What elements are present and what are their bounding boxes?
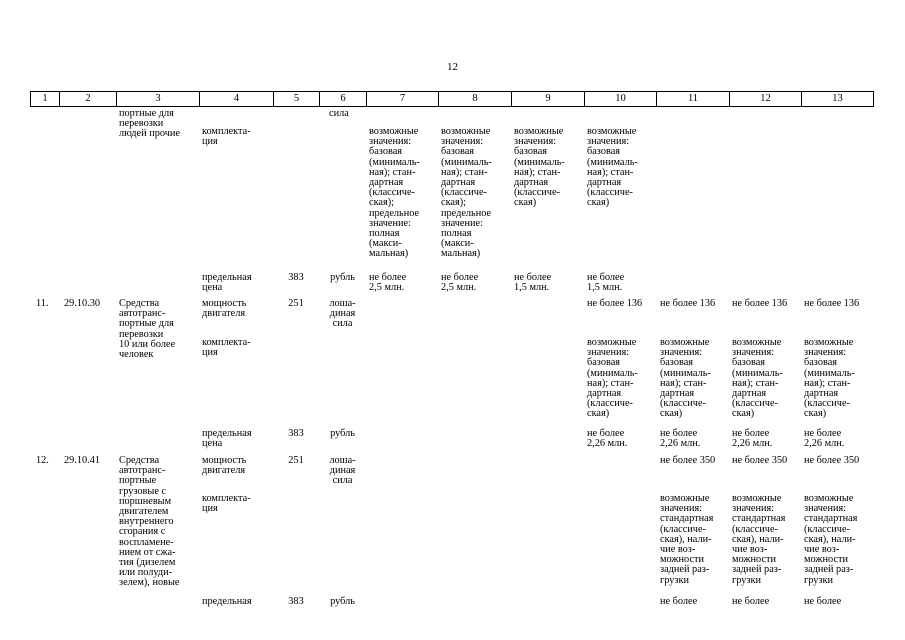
cont-config-label: комплекта- ция: [202, 126, 251, 148]
row11-config-col13: возможные значения: базовая (минималь- ная); стан- дартная (классиче- ская): [804, 337, 855, 420]
cont-name: портные для перевозки людей прочие: [119, 108, 181, 140]
header-col-3: 3: [116, 91, 199, 107]
row11-power-col13: не более 136: [804, 298, 860, 309]
row11-power-code: 251: [288, 298, 304, 309]
row12-config-col13: возможные значения: стандартная (классиче- ская), нали- чие воз- можности задней раз- грузки: [804, 493, 858, 586]
cont-price-col10: не более 1,5 млн.: [587, 272, 625, 294]
row12-price-code: 383: [288, 596, 304, 607]
row12-config-label: комплекта- ция: [202, 493, 251, 515]
header-col-6: 6: [319, 91, 366, 107]
row12-power-code: 251: [288, 455, 304, 466]
row11-config-col10: возможные значения: базовая (минималь- ная); стан- дартная (классиче- ская): [587, 337, 638, 420]
row11-power-col10: не более 136: [587, 298, 643, 309]
row12-config-col11: возможные значения: стандартная (классиче- ская), нали- чие воз- можности задней раз- грузки: [660, 493, 714, 586]
header-col-7: 7: [366, 91, 438, 107]
row12-config-col12: возможные значения: стандартная (классиче- ская), нали- чие воз- можности задней раз- грузки: [732, 493, 786, 586]
row11-code: 29.10.30: [64, 298, 101, 309]
row11-price-col11: не более 2,26 млн.: [660, 428, 701, 450]
row12-price-label: предельная: [202, 596, 252, 607]
cont-price-unit: рубль: [330, 272, 355, 283]
header-col-12: 12: [729, 91, 801, 107]
cont-config-col9: возможные значения: базовая (минималь- ная); стан- дартная (классиче- ская): [514, 126, 565, 209]
header-col-1: 1: [30, 91, 59, 107]
row11-power-col11: не более 136: [660, 298, 716, 309]
header-col-13: 13: [801, 91, 874, 107]
row12-price-col12: не более: [732, 596, 770, 607]
row12-power-unit: лоша- диная сила: [329, 455, 356, 487]
cont-price-col8: не более 2,5 млн.: [441, 272, 479, 294]
row11-config-col11: возможные значения: базовая (минималь- ная); стан- дартная (классиче- ская): [660, 337, 711, 420]
row11-price-col10: не более 2,26 млн.: [587, 428, 628, 450]
row11-config-label: комплекта- ция: [202, 337, 251, 359]
cont-unit-tail: сила: [329, 108, 349, 119]
row11-price-unit: рубль: [330, 428, 355, 439]
header-col-8: 8: [438, 91, 511, 107]
header-col-5: 5: [273, 91, 319, 107]
row12-power-col13: не более 350: [804, 455, 860, 466]
row11-power-unit: лоша- диная сила: [329, 298, 356, 330]
row11-price-label: предельная цена: [202, 428, 252, 450]
row12-price-unit: рубль: [330, 596, 355, 607]
row11-config-col12: возможные значения: базовая (минималь- ная); стан- дартная (классиче- ская): [732, 337, 783, 420]
row12-name: Средства автотранс- портные грузовые с поршневым двигателем внутреннего сгорания с воспламене- нием от сжа- тия (дизелем или полуди- зелем), новые: [119, 455, 180, 589]
header-col-2: 2: [59, 91, 116, 107]
row12-power-label: мощность двигателя: [202, 455, 247, 477]
row11-name: Средства автотранс- портные для перевозки 10 или более человек: [119, 298, 176, 361]
row12-code: 29.10.41: [64, 455, 101, 466]
header-col-11: 11: [656, 91, 729, 107]
cont-price-label: предельная цена: [202, 272, 252, 294]
row11-number: 11.: [36, 298, 49, 309]
row12-power-col11: не более 350: [660, 455, 716, 466]
row12-price-col11: не более: [660, 596, 698, 607]
header-col-10: 10: [584, 91, 656, 107]
page-number: 12: [447, 61, 458, 73]
row11-power-label: мощность двигателя: [202, 298, 247, 320]
row11-power-col12: не более 136: [732, 298, 788, 309]
cont-config-col7: возможные значения: базовая (минималь- ная); стан- дартная (классиче- ская); предельное значение: полная (макси- мальная): [369, 126, 420, 260]
cont-price-code: 383: [288, 272, 304, 283]
row12-price-col13: не более: [804, 596, 842, 607]
row12-number: 12.: [36, 455, 49, 466]
row11-price-col13: не более 2,26 млн.: [804, 428, 845, 450]
cont-config-col10: возможные значения: базовая (минималь- ная); стан- дартная (классиче- ская): [587, 126, 638, 209]
cont-price-col9: не более 1,5 млн.: [514, 272, 552, 294]
row11-price-code: 383: [288, 428, 304, 439]
row12-power-col12: не более 350: [732, 455, 788, 466]
cont-config-col8: возможные значения: базовая (минималь- ная); стан- дартная (классиче- ская); предельное значение: полная (макси- мальная): [441, 126, 492, 260]
cont-price-col7: не более 2,5 млн.: [369, 272, 407, 294]
header-col-4: 4: [199, 91, 273, 107]
header-col-9: 9: [511, 91, 584, 107]
row11-price-col12: не более 2,26 млн.: [732, 428, 773, 450]
